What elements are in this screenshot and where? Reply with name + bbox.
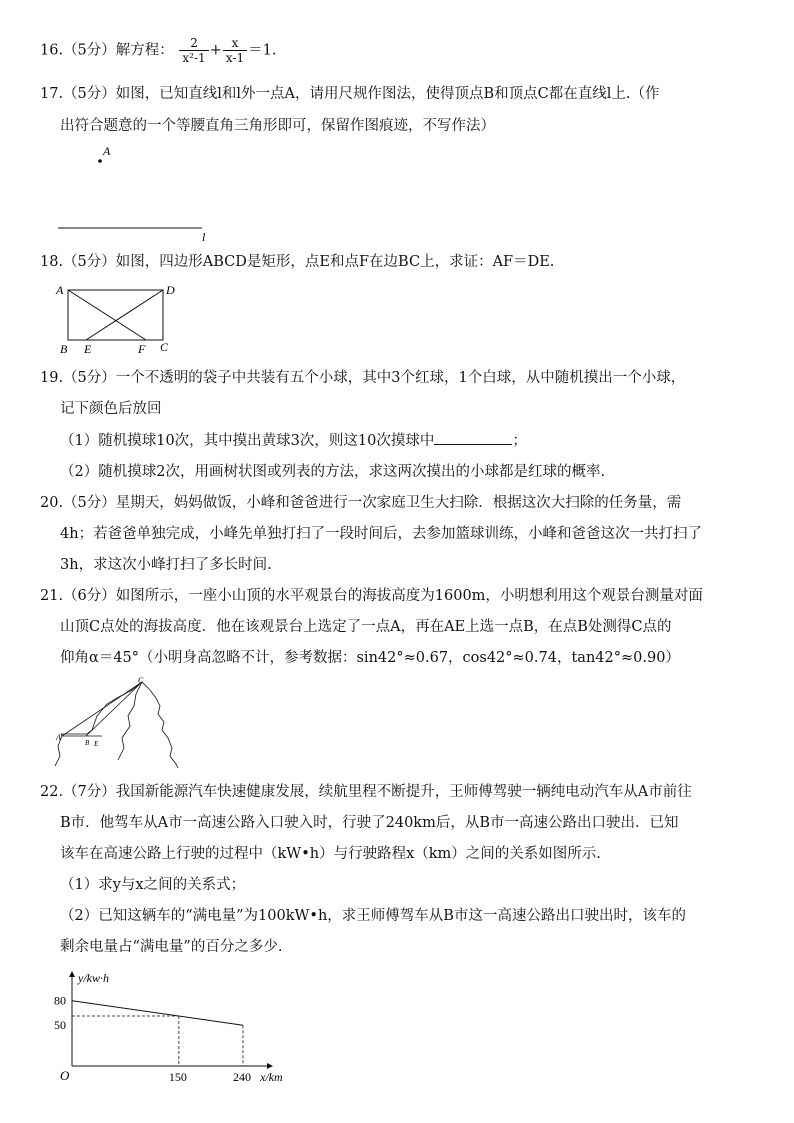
q21-label-e: E	[94, 740, 99, 748]
q22-sub-2-line-2: 剩余电量占“满电量”的百分之多少.	[60, 939, 283, 955]
q19-sub-1	[60, 430, 527, 451]
q18-label-f: F	[138, 342, 146, 356]
q21-line-2: 山顶C点处的海拔高度．他在该观景台上选定了一点A，再在AE上选一点B，在点B处测得C点的	[60, 619, 672, 635]
q16-frac2-numerator: x	[223, 36, 247, 51]
q21-label-c: C	[138, 676, 144, 685]
chart-x-axis-label: x/km	[260, 1070, 283, 1084]
q21-label-a: A	[56, 733, 61, 742]
q22-chart	[52, 966, 312, 1086]
q22-sub-1: （1）求y与x之间的关系式；	[60, 877, 246, 893]
q18-label-b: B	[60, 342, 68, 356]
q22-line-3: 该车在高速公路上行驶的过程中（kW•h）与行驶路程x（km）之间的关系如图所示.	[60, 846, 601, 862]
q19-answer-blank	[434, 430, 512, 445]
q18-segment-af	[68, 290, 146, 340]
chart-series-line	[72, 1001, 243, 1025]
q17-line-1: 17.（5分）如图，已知直线l和l外一点A，请用尺规作图法，使得顶点B和顶点C都在直线l上.（作	[40, 86, 660, 102]
q22-sub-2-line-1: （2）已知这辆车的“满电量”为100kW•h，求王师傅驾车从B市这一高速公路出口驶出时，该车的	[60, 908, 686, 924]
chart-y-axis-label: y/kw·h	[78, 971, 109, 985]
q16-frac1-numerator: 2	[179, 36, 208, 51]
q18-rect-abcd	[68, 290, 163, 340]
q17-point-a-label: A	[103, 144, 111, 158]
q21-mountain-figure	[52, 676, 192, 768]
q19-line-2: 记下颜色后放回	[60, 401, 162, 417]
q16-fraction-2	[223, 36, 247, 65]
q21-line-1: 21.（6分）如图所示，一座小山顶的水平观景台的海拔高度为1600m，小明想利用这个观景台测量对面	[40, 588, 703, 604]
q21-line-3: 仰角α＝45°（小明身高忽略不计，参考数据：sin42°≈0.67，cos42°≈0.74，tan42°≈0.90）	[60, 650, 680, 666]
chart-x-tick-label: 240	[233, 1070, 251, 1084]
q17-figure	[40, 140, 230, 245]
chart-y-tick-label: 80	[54, 993, 66, 1008]
q17-line-l-label: l	[202, 230, 206, 244]
q18-rectangle-figure	[52, 280, 192, 360]
q21-sight-line-b	[86, 682, 142, 736]
q20-line-1: 20.（5分）星期天，妈妈做饭，小峰和爸爸进行一次家庭卫生大扫除．根据这次大扫除的任务量，需	[40, 495, 682, 511]
q16	[40, 36, 276, 65]
q19-line-1: 19.（5分）一个不透明的袋子中共装有五个小球，其中3个红球，1个白球，从中随机摸出一个小球，	[40, 370, 686, 386]
q18-label-e: E	[84, 342, 92, 356]
q20-line-3: 3h，求这次小峰打扫了多长时间.	[60, 557, 272, 573]
q20-line-2: 4h；若爸爸单独完成，小峰先单独打扫了一段时间后，去参加篮球训练，小峰和爸爸这次一共打扫了	[60, 526, 703, 542]
q16-frac2-denominator: x-1	[225, 51, 245, 65]
q19-sub-2: （2）随机摸球2次，用画树状图或列表的方法，求这两次摸出的小球都是红球的概率.	[60, 464, 606, 480]
q16-text: 解方程：	[115, 42, 174, 59]
q18-line-1: 18.（5分）如图，四边形ABCD是矩形，点E和点F在边BC上，求证：AF＝DE.	[40, 254, 555, 270]
q16-tail: ＝1.	[248, 42, 277, 59]
q18-label-c: C	[160, 340, 169, 354]
q19-sub-1-text: （1）随机摸球10次，其中摸出黄球3次，则这10次摸球中	[60, 433, 435, 449]
q16-score: （5分）	[63, 42, 116, 59]
q16-plus: +	[209, 42, 222, 59]
q19-sub-1-end: ；	[512, 433, 527, 449]
q16-fraction-1	[179, 36, 208, 65]
q21-sight-line-a	[62, 682, 142, 736]
q16-frac1-denominator: x²-1	[182, 51, 206, 65]
chart-y-tick-label: 50	[54, 1018, 66, 1033]
q16-number: 16.	[40, 42, 64, 59]
q18-segment-de	[86, 290, 163, 340]
chart-x-tick-label: 150	[168, 1070, 187, 1084]
q17-line-2: 出符合题意的一个等腰直角三角形即可，保留作图痕迹，不写作法）	[60, 118, 495, 134]
q21-right-mountain	[142, 682, 178, 768]
q21-label-b: B	[85, 739, 90, 747]
q22-line-1: 22.（7分）我国新能源汽车快速健康发展，续航里程不断提升，王师傅驾驶一辆纯电动汽车从A市前往	[40, 784, 692, 800]
chart-marks	[54, 994, 251, 1084]
q22-line-2: B市．他驾车从A市一高速公路入口驶入时，行驶了240km后，从B市一高速公路出口驶出．已知	[60, 815, 679, 831]
q18-label-d: D	[166, 283, 175, 297]
chart-origin-label: O	[60, 1068, 70, 1083]
q17-point-a	[98, 159, 102, 163]
q18-label-a: A	[56, 283, 64, 297]
